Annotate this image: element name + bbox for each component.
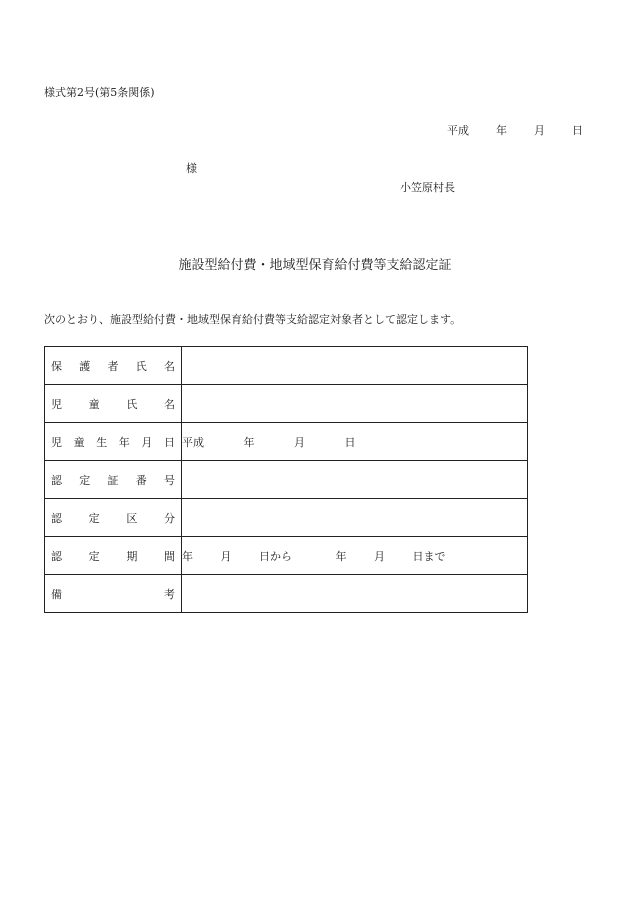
table-row: [45, 423, 528, 461]
table-row: [45, 499, 528, 537]
table-row: [45, 347, 528, 385]
value-child-birthdate: [182, 423, 528, 461]
row-label: [45, 575, 182, 613]
value-certification-period: [182, 537, 528, 575]
period-from-month: 月: [220, 549, 232, 563]
row-label: [45, 423, 182, 461]
period-from-year: 年: [182, 549, 193, 563]
label-remarks: 備 考: [51, 587, 175, 601]
label-certificate-number: 認 定 証 番 号: [51, 473, 175, 487]
row-label: [45, 499, 182, 537]
row-label: [45, 385, 182, 423]
value-remarks: [182, 575, 528, 613]
recipient-suffix: 様: [186, 162, 197, 175]
period-from-day: 日から: [259, 549, 292, 563]
certificate-table: [44, 346, 528, 613]
date-era: 平成: [447, 124, 469, 137]
form-number: 様式第2号(第5条関係): [44, 86, 155, 99]
row-label: [45, 347, 182, 385]
date-day: 日: [572, 124, 583, 137]
birth-day: 日: [344, 435, 356, 449]
table-row: [45, 385, 528, 423]
issue-date: [447, 122, 583, 138]
label-child-birthdate: 児 童 生 年 月 日: [51, 435, 175, 449]
value-child-name: [182, 385, 528, 423]
intro-text: 次のとおり、施設型給付費・地域型保育給付費等支給認定対象者として認定します。: [44, 313, 462, 326]
period-to-month: 月: [374, 549, 385, 563]
table-row: [45, 575, 528, 613]
value-guardian-name: [182, 347, 528, 385]
date-month: 月: [534, 124, 545, 137]
period-to-day: 日まで: [412, 549, 446, 563]
birth-year: 年: [243, 435, 255, 449]
label-guardian-name: 保 護 者 氏 名: [51, 359, 175, 373]
value-certification-category: [182, 499, 528, 537]
label-certification-period: 認 定 期 間: [51, 549, 175, 563]
value-certificate-number: [182, 461, 528, 499]
document-title: 施設型給付費・地域型保育給付費等支給認定証: [178, 258, 452, 273]
table-row: [45, 461, 528, 499]
date-year: 年: [496, 124, 507, 137]
row-label: [45, 537, 182, 575]
row-label: [45, 461, 182, 499]
period-to-year: 年: [335, 549, 347, 563]
table-row: [45, 537, 528, 575]
birth-era: 平成: [182, 435, 204, 449]
label-certification-category: 認 定 区 分: [51, 511, 175, 525]
issuer-name: 小笠原村長: [400, 181, 455, 194]
label-child-name: 児 童 氏 名: [51, 397, 175, 411]
birth-month: 月: [294, 435, 305, 449]
